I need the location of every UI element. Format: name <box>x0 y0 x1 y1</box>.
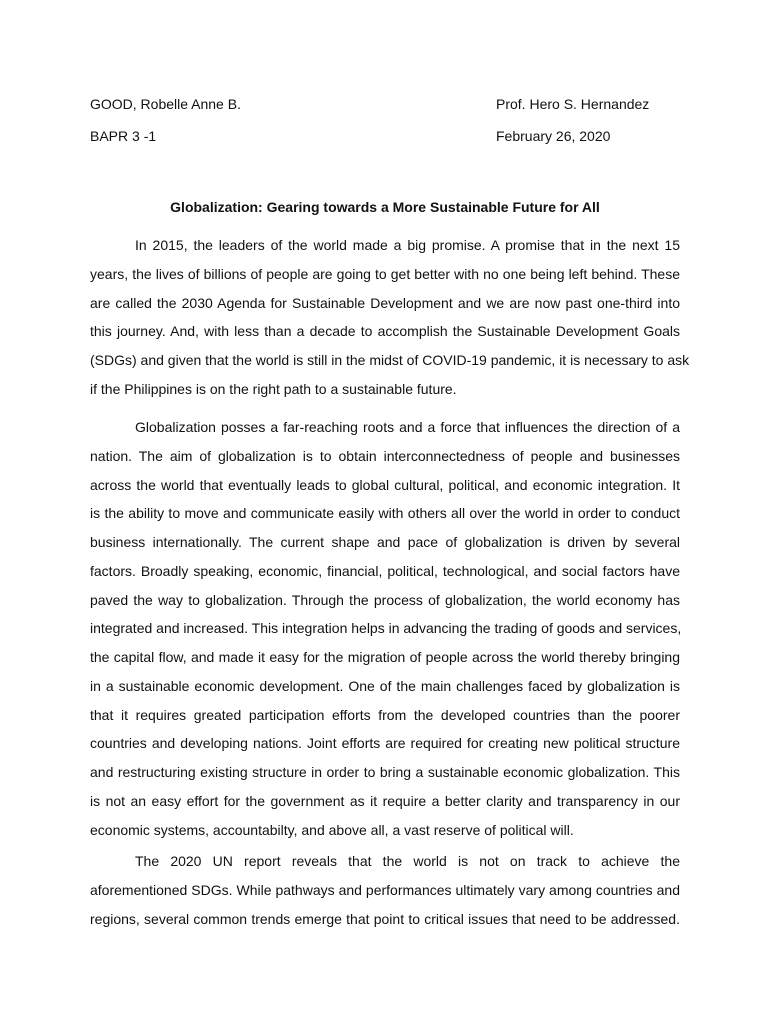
paragraph-line: The 2020 UN report reveals that the world is not on track to achieve the <box>135 853 680 869</box>
paragraph-line: economic systems, accountabilty, and above all, a vast reserve of political will. <box>90 821 574 838</box>
paragraph-line: factors. Broadly speaking, economic, financial, political, technological, and social factors have <box>90 562 680 579</box>
paragraph-line: years, the lives of billions of people are going to get better with no one being left behind. These <box>90 265 680 282</box>
paragraph-line: that it requires greated participation efforts from the developed countries than the poorer <box>90 706 680 723</box>
paragraph-line: paved the way to globalization. Through the process of globalization, the world economy has <box>90 591 680 608</box>
paragraph-line: business internationally. The current shape and pace of globalization is driven by several <box>90 534 680 550</box>
paragraph-line: is not an easy effort for the government as it require a better clarity and transparency in our <box>90 792 680 809</box>
paragraph-line: integrated and increased. This integration helps in advancing the trading of goods and services, <box>90 620 682 637</box>
paragraph-2 <box>90 418 680 849</box>
professor-name: Prof. Hero S. Hernandez <box>496 96 650 112</box>
paragraph-line: are called the 2030 Agenda for Sustainable Development and we are now past one-third into <box>90 294 680 311</box>
paragraph-line: Globalization posses a far-reaching roots and a force that influences the direction of a <box>135 419 680 435</box>
paragraph-line: this journey. And, with less than a decade to accomplish the Sustainable Development Goals <box>90 323 680 340</box>
paragraph-line: aforementioned SDGs. While pathways and performances ultimately vary among countries and <box>90 881 680 898</box>
paragraph-1 <box>90 236 690 409</box>
paragraph-line: in a sustainable economic development. One of the main challenges faced by globalization is <box>90 677 680 694</box>
paragraph-line: In 2015, the leaders of the world made a big promise. A promise that in the next 15 <box>135 237 680 253</box>
document-date: February 26, 2020 <box>496 128 611 144</box>
paragraph-line: regions, several common trends emerge that point to critical issues that need to be addressed. <box>90 910 680 927</box>
section-label: BAPR 3 -1 <box>90 128 157 144</box>
paragraph-line: and restructuring existing structure in order to bring a sustainable economic globalization. This <box>90 764 680 780</box>
paragraph-line: across the world that eventually leads to global cultural, political, and economic integration. It <box>90 476 680 493</box>
paragraph-line: (SDGs) and given that the world is still in the midst of COVID-19 pandemic, it is necessary to ask <box>90 352 690 368</box>
paragraph-line: countries and developing nations. Joint efforts are required for creating new political structure <box>90 735 680 752</box>
paragraph-line: nation. The aim of globalization is to obtain interconnectedness of people and businesses <box>90 447 680 464</box>
student-name: GOOD, Robelle Anne B. <box>90 96 241 112</box>
paragraph-3 <box>90 852 680 938</box>
paragraph-line: if the Philippines is on the right path to a sustainable future. <box>90 380 457 397</box>
paragraph-line: is the ability to move and communicate easily with others all over the world in order to conduct <box>90 505 680 522</box>
document-title: Globalization: Gearing towards a More Sustainable Future for All <box>170 199 600 215</box>
paragraph-line: the capital flow, and made it easy for the migration of people across the world thereby bringing <box>90 649 680 665</box>
